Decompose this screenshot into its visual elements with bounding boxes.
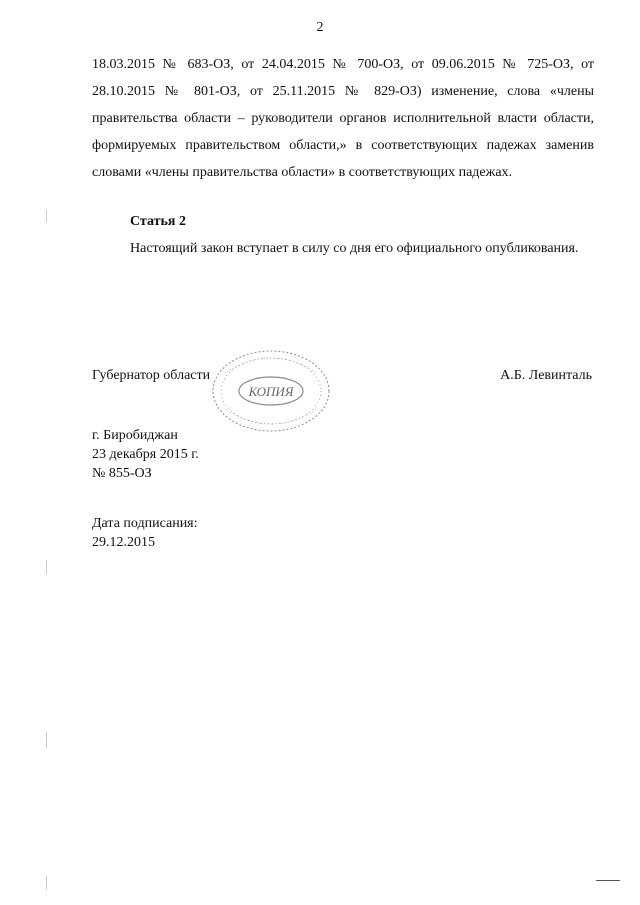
- margin-mark: [46, 732, 47, 748]
- signing-date: 29.12.2015: [92, 535, 155, 550]
- document-body: [92, 51, 594, 262]
- law-metadata: [92, 426, 199, 483]
- article-2-text: Настоящий закон вступает в силу со дня его официального опубликования.: [130, 241, 579, 256]
- margin-mark: [46, 560, 47, 574]
- law-number: № 855-ОЗ: [92, 466, 152, 481]
- page-number: 2: [316, 20, 324, 35]
- stamp-label: КОПИЯ: [248, 384, 294, 399]
- signing-info: [92, 514, 198, 552]
- bottom-rule: [596, 880, 620, 881]
- article-2-heading: Статья 2: [130, 214, 186, 229]
- governor-title: Губернатор области: [92, 368, 211, 383]
- article-1-continuation: 18.03.2015 № 683-ОЗ, от 24.04.2015 № 700-ОЗ, от 09.06.2015 № 725-ОЗ, от 28.10.2015 № 801-ОЗ, от 25.11.2015 № 829-ОЗ) изменение, слова «члены правительства области – руководители органов исполнительной власти области, формируемых правительством области,» в соответствующих падежах заменив словами «члены правительства области» в соответствующих падежах.: [92, 57, 594, 180]
- law-date: 23 декабря 2015 г.: [92, 447, 199, 462]
- city: г. Биробиджан: [92, 428, 178, 443]
- signature-block: [92, 368, 592, 398]
- governor-name: А.Б. Левинталь: [500, 368, 592, 383]
- margin-mark: [46, 876, 47, 890]
- signing-label: Дата подписания:: [92, 516, 198, 531]
- margin-mark: [46, 210, 47, 222]
